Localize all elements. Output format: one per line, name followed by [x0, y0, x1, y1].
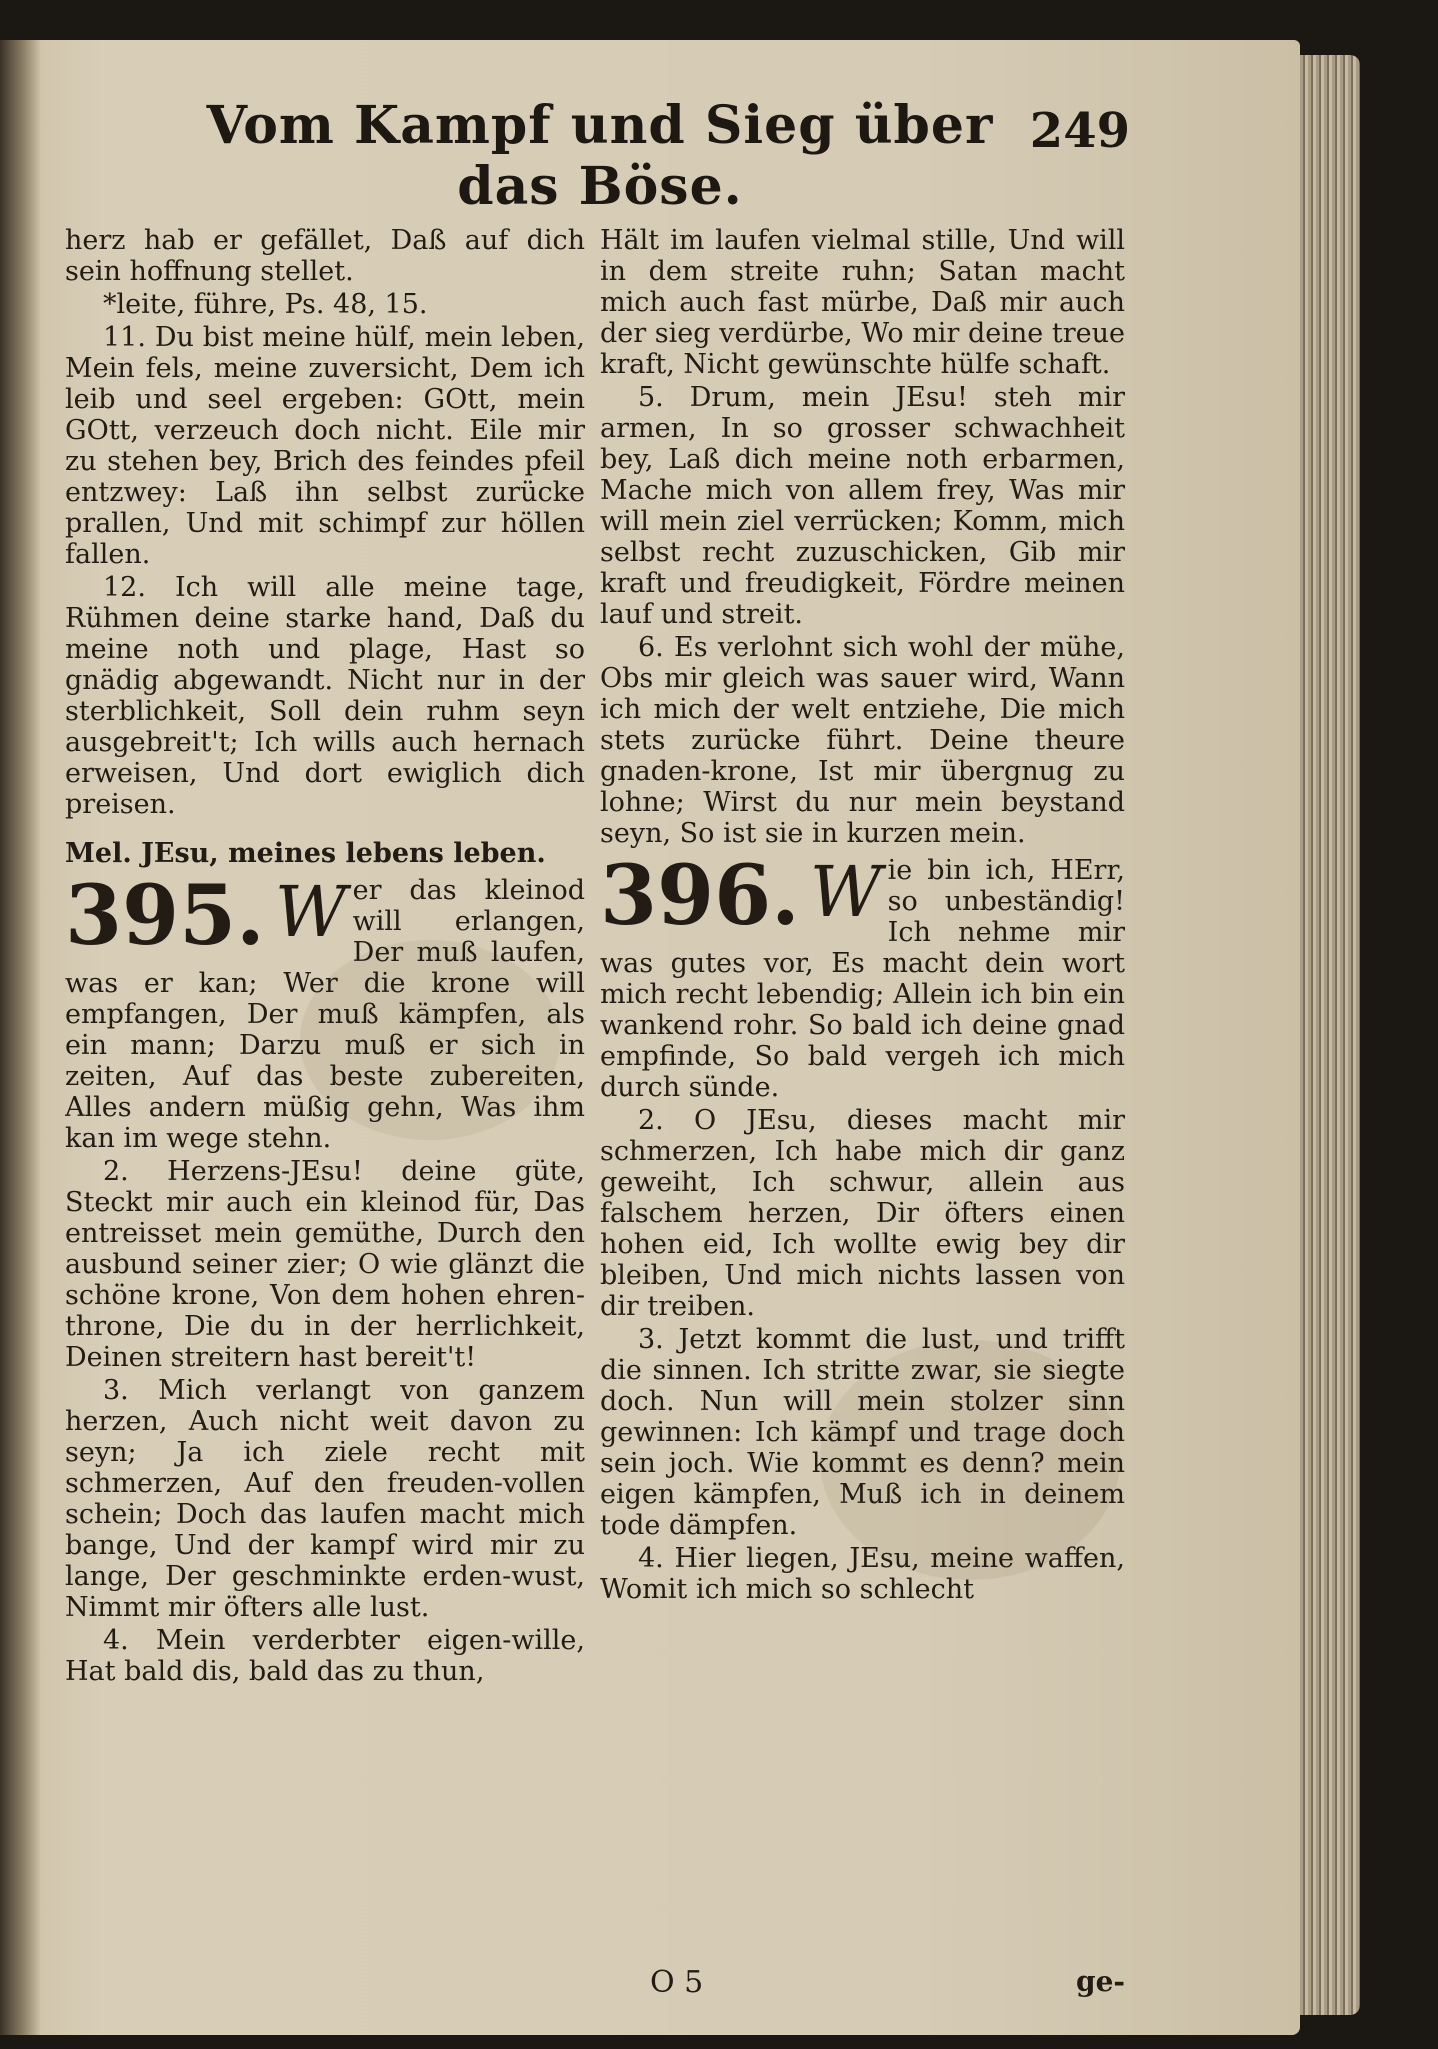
continued-verse: herz hab er gefället, Daß auf dich sein hoffnung stellet. — [65, 225, 585, 287]
drop-initial: W — [274, 871, 347, 953]
hymn-text: er das kleinod will erlangen, Der muß laufen, was er kan; Wer die krone will empfangen, Der muß kämpfen, als ein mann; Darzu muß er sich in zeiten, Auf das beste zubereiten, Alles andern müßig gehn, Was ihm kan im wege stehn. — [65, 875, 585, 1154]
book-page — [0, 40, 1300, 2035]
page-edges — [1300, 55, 1360, 2015]
hymn-text: ie bin ich, HErr, so unbeständig! Ich nehme mir was gutes vor, Es macht dein wort mich recht lebendig; Allein ich bin ein wankend rohr. So bald ich deine gnad empfinde, So bald vergeh ich mich durch sünde. — [600, 855, 1125, 1103]
running-header — [190, 95, 1130, 217]
hymn-number: 396. — [600, 848, 800, 944]
verse-6: 6. Es verlohnt sich wohl der mühe, Obs mir gleich was sauer wird, Wann ich mich der welt entziehe, Die mich stets zurücke führt. Deine theure gnaden-krone, Ist mir übergnug zu lohne; Wirst du nur mein beystand seyn, So ist sie in kurzen mein. — [600, 632, 1125, 849]
hymn-number: 395. — [65, 868, 265, 964]
page-number: 249 — [1029, 103, 1130, 159]
verse-3: 3. Mich verlangt von ganzem herzen, Auch nicht weit davon zu seyn; Ja ich ziele recht mit schmerzen, Auf den freuden-vollen schein; Doch das laufen macht mich bange, Und der kampf wird mir zu lange, Der geschminkte erden-wust, Nimmt mir öfters alle lust. — [65, 1375, 585, 1623]
verse-12: 12. Ich will alle meine tage, Rühmen deine starke hand, Daß du meine noth und plage, Hast so gnädig abgewandt. Nicht nur in der sterblichkeit, Soll dein ruhm seyn ausgebreit't; Ich wills auch hernach erweisen, Und dort ewiglich dich preisen. — [65, 572, 585, 820]
verse-11: 11. Du bist meine hülf, mein leben, Mein fels, meine zuversicht, Dem ich leib und seel ergeben: GOtt, mein GOtt, verzeuch doch nicht. Eile mir zu stehen bey, Brich des feindes pfeil entzwey: Laß ihn selbst zurücke prallen, Und mit schimpf zur höllen fallen. — [65, 322, 585, 570]
hymn-396 — [600, 848, 1125, 1103]
footnote: *leite, führe, Ps. 48, 15. — [103, 289, 428, 320]
binding-gutter — [0, 40, 40, 2035]
melody-line: Mel. JEsu, meines lebens leben. — [65, 838, 546, 869]
verse-3: 3. Jetzt kommt die lust, und trifft die sinnen. Ich stritte zwar, sie siegte doch. Nun will mein stolzer sinn gewinnen: Ich kämpf und trage doch sein joch. Wie kommt es denn? mein eigen kämpfen, Muß ich in deinem tode dämpfen. — [600, 1324, 1125, 1541]
drop-initial: W — [809, 851, 882, 933]
verse-4: 4. Mein verderbter eigen-wille, Hat bald dis, bald das zu thun, — [65, 1625, 585, 1687]
right-column — [600, 225, 1125, 1945]
page-footer — [600, 1965, 1125, 2005]
hymn-395 — [65, 868, 585, 1154]
catchword: ge- — [1075, 1965, 1125, 1998]
verse-2: 2. Herzens-JEsu! deine güte, Steckt mir auch ein kleinod für, Das entreisset mein gemüthe, Durch den ausbund seiner zier; O wie glänzt die schöne krone, Von dem hohen ehren-throne, Die du in der herrlichkeit, Deinen streitern hast bereit't! — [65, 1156, 585, 1373]
verse-5: 5. Drum, mein JEsu! steh mir armen, In so grosser schwachheit bey, Laß dich meine noth erbarmen, Mache mich von allem frey, Was mir will mein ziel verrücken; Komm, mich selbst recht zuzuschicken, Gib mir kraft und freudigkeit, Fördre meinen lauf und streit. — [600, 382, 1125, 630]
verse-2: 2. O JEsu, dieses macht mir schmerzen, Ich habe mich dir ganz geweiht, Ich schwur, allein aus falschem herzen, Dir öfters einen hohen eid, Ich wollte ewig bey dir bleiben, Und mich nichts lassen von dir treiben. — [600, 1105, 1125, 1322]
page-title: Vom Kampf und Sieg über das Böse. — [206, 95, 994, 217]
verse-4: 4. Hier liegen, JEsu, meine waffen, Womit ich mich so schlecht — [600, 1543, 1125, 1605]
signature-mark: O 5 — [650, 1965, 704, 2000]
continued-verse: Hält im laufen vielmal stille, Und will in dem streite ruhn; Satan macht mich auch fast mürbe, Daß mir auch der sieg verdürbe, Wo mir deine treue kraft, Nicht gewünschte hülfe schaft. — [600, 225, 1125, 380]
left-column — [65, 225, 585, 1945]
